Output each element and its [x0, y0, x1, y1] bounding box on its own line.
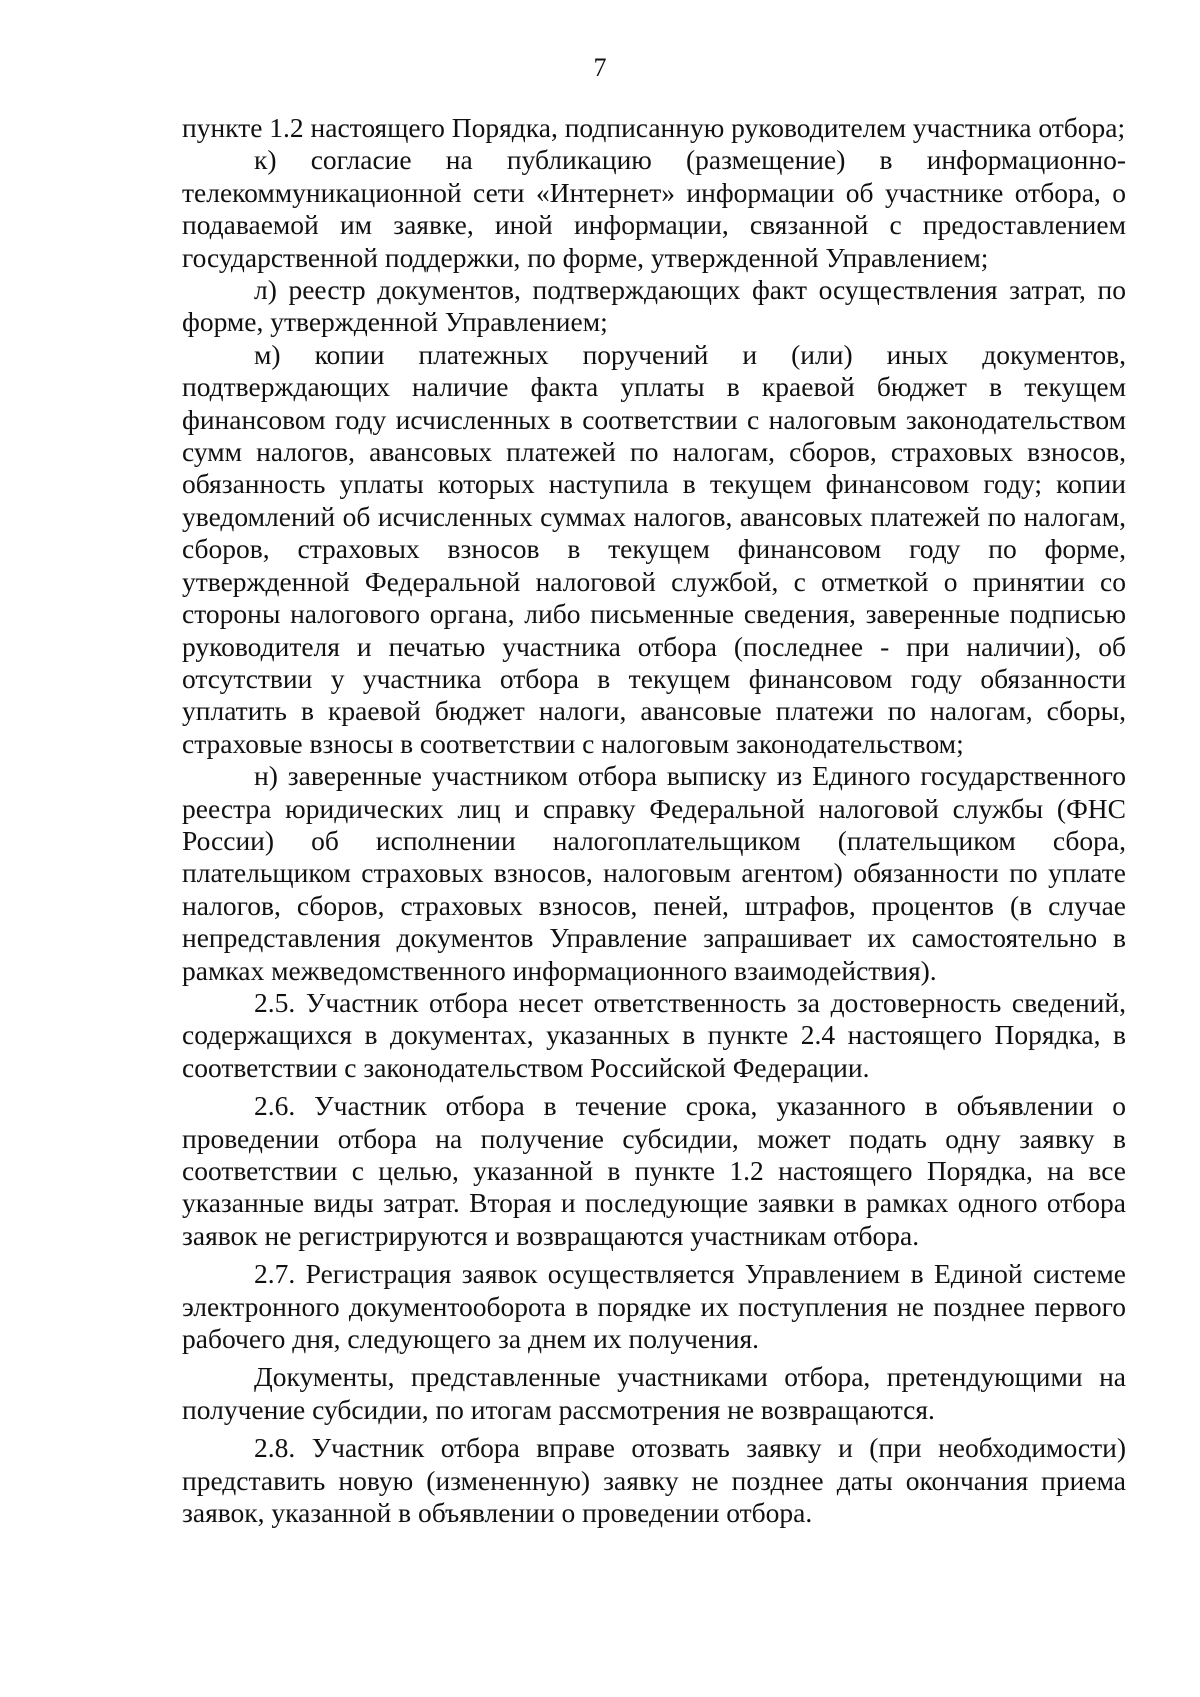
paragraph-2-5: 2.5. Участник отбора несет ответственность за достоверность сведений, содержащихся в документах, указанных в пункте 2.4 настоящего Порядка, в соответствии с законодательством Российской Федерации.	[182, 986, 1126, 1083]
paragraph-n: н) заверенные участником отбора выписку из Единого государственного реестра юридических лиц и справку Федеральной налоговой службы (ФНС России) об исполнении налогоплательщиком (плательщиком сбора, плательщиком страховых взносов, налоговым агентом) обязанности по уплате налогов, сборов, страховых взносов, пеней, штрафов, процентов (в случае непредставления документов Управление запрашивает их самостоятельно в рамках межведомственного информационного взаимодействия).	[182, 760, 1126, 986]
paragraph-2-6: 2.6. Участник отбора в течение срока, указанного в объявлении о проведении отбора на получение субсидии, может подать одну заявку в соответствии с целью, указанной в пункте 1.2 настоящего Порядка, на все указанные виды затрат. Вторая и последующие заявки в рамках одного отбора заявок не регистрируются и возвращаются участникам отбора.	[182, 1090, 1126, 1251]
paragraph-2-8: 2.8. Участник отбора вправе отозвать заявку и (при необходимости) представить новую (измененную) заявку не позднее даты окончания приема заявок, указанной в объявлении о проведении отбора.	[182, 1432, 1126, 1529]
paragraph-k: к) согласие на публикацию (размещение) в информационно-телекоммуникационной сети «Интернет» информации об участнике отбора, о подаваемой им заявке, иной информации, связанной с предоставлением государственной поддержки, по форме, утвержденной Управлением;	[182, 144, 1126, 273]
document-body	[182, 112, 1126, 1529]
paragraph-2-7: 2.7. Регистрация заявок осуществляется Управлением в Единой системе электронного документооборота в порядке их поступления не позднее первого рабочего дня, следующего за днем их получения.	[182, 1258, 1126, 1355]
page-number: 7	[593, 53, 607, 82]
paragraph-l: л) реестр документов, подтверждающих факт осуществления затрат, по форме, утвержденной Управлением;	[182, 274, 1126, 338]
paragraph-m: м) копии платежных поручений и (или) иных документов, подтверждающих наличие факта уплаты в краевой бюджет в текущем финансовом году исчисленных в соответствии с налоговым законодательством сумм налогов, авансовых платежей по налогам, сборов, страховых взносов, обязанность уплаты которых наступила в текущем финансовом году; копии уведомлений об исчисленных суммах налогов, авансовых платежей по налогам, сборов, страховых взносов в текущем финансовом году по форме, утвержденной Федеральной налоговой службой, с отметкой о принятии со стороны налогового органа, либо письменные сведения, заверенные подписью руководителя и печатью участника отбора (последнее - при наличии), об отсутствии у участника отбора в текущем финансовом году обязанности уплатить в краевой бюджет налоги, авансовые платежи по налогам, сборы, страховые взносы в соответствии с налоговым законодательством;	[182, 338, 1126, 759]
paragraph-continuation: пункте 1.2 настоящего Порядка, подписанную руководителем участника отбора;	[182, 112, 1126, 143]
paragraph-documents: Документы, представленные участниками отбора, претендующими на получение субсидии, по итогам рассмотрения не возвращаются.	[182, 1361, 1126, 1425]
